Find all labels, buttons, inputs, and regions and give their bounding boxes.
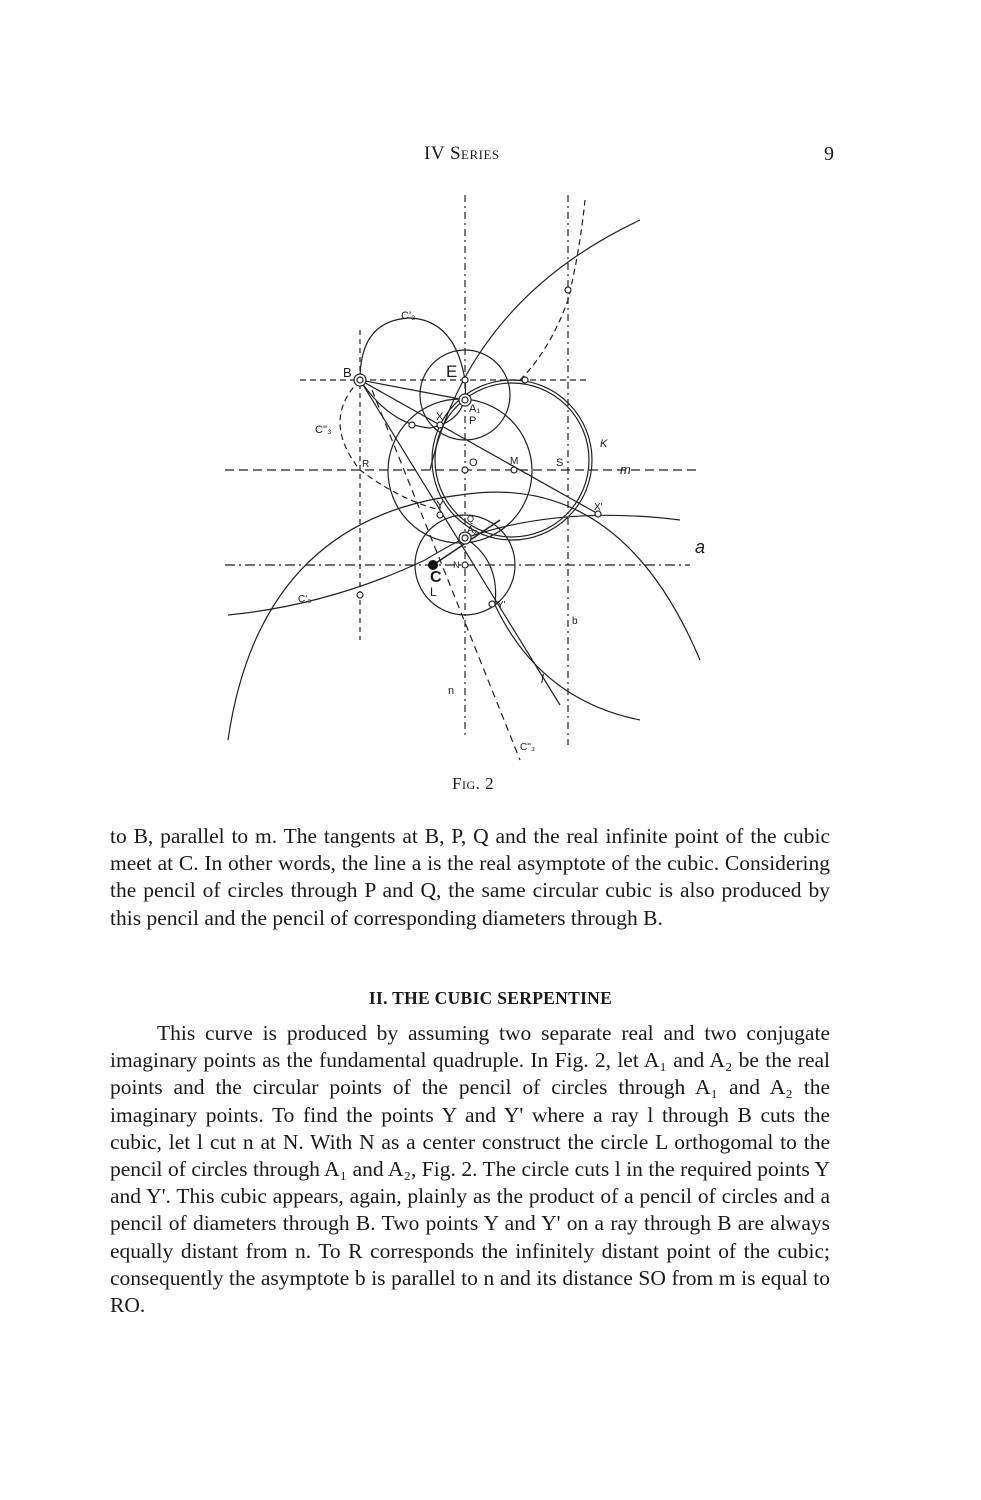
point-O xyxy=(462,467,468,473)
label-M: M xyxy=(510,456,519,467)
page-number: 9 xyxy=(824,143,834,165)
label-Xprime: X' xyxy=(594,502,603,513)
paragraph-1-text: to B, parallel to m. The tangents at B, P, Q and the real infinite point of the cubic meet at C. In other words, the line a is the real asymptote of the cubic. Considering the pencil of circles through P and Q, the same circular cubic is also produced by this pencil and the pencil of corresponding diameters through B. xyxy=(110,824,830,930)
ray-B-A1 xyxy=(360,380,465,400)
label-Y: Y xyxy=(436,498,445,512)
label-K: K xyxy=(600,438,608,450)
ray-C3-dashed xyxy=(372,390,520,760)
label-A2: A₂ xyxy=(467,525,478,536)
label-N: N xyxy=(453,560,460,570)
running-head xyxy=(0,143,981,167)
label-C3-bottom: C''₃ xyxy=(520,742,536,753)
point-A1-inner xyxy=(462,397,468,403)
point-Y xyxy=(437,512,443,518)
label-n: n xyxy=(448,685,455,697)
running-head-title: IV Series xyxy=(424,143,500,164)
large-arc xyxy=(228,492,700,740)
point-left xyxy=(409,422,415,428)
label-L: L xyxy=(430,585,437,599)
point-N xyxy=(462,562,468,568)
paragraph-1 xyxy=(110,823,830,932)
point-B-inner xyxy=(357,377,363,383)
label-R: R xyxy=(362,459,370,470)
upper-right-arc xyxy=(430,220,640,470)
label-l: l xyxy=(541,672,544,686)
label-E: E xyxy=(446,362,458,381)
label-m: m xyxy=(620,462,631,477)
figure-2-diagram xyxy=(0,185,981,795)
label-a: a xyxy=(695,537,706,557)
point-right xyxy=(522,377,528,383)
label-C3-left: C''₃ xyxy=(315,424,332,436)
label-A1: A₁ xyxy=(469,403,481,415)
label-P: P xyxy=(469,415,477,427)
point-E xyxy=(462,377,468,383)
label-B: B xyxy=(343,365,352,380)
cubic-C3-double-prime xyxy=(340,380,440,510)
point-Yprime xyxy=(489,601,495,607)
label-Q: Q xyxy=(467,514,475,524)
paragraph-2-text: This curve is produced by assuming two separate real and two conjugate imaginary points as the fundamental quadruple. In Fig. 2, let A₁ and A₂ be the real points and the circular points of the pencil of circles through A₁ and A₂ the imaginary points. To find the points Y and Y' where a ray l through B cuts the cubic, let l cut n at N. With N as a center construct the circle L orthogomal to the pencil of circles through A₁ and A₂, Fig. 2. The circle cuts l in the required points Y and Y'. This cubic appears, again, plainly as the product of a pencil of circles and a pencil of diameters through B. Two points Y and Y' on a ray through B are always equally distant from n. To R corresponds the infinitely distant point of the cubic; consequently the asymptote b is parallel to n and its distance SO from m is equal to RO. xyxy=(110,1021,830,1318)
label-C: C xyxy=(430,569,442,586)
label-b: b xyxy=(572,616,578,627)
label-O: O xyxy=(469,457,478,469)
label-Yprime: Y' xyxy=(497,600,506,611)
section-heading: II. THE CUBIC SERPENTINE xyxy=(368,988,613,1008)
label-C3-top: C'₃ xyxy=(401,310,416,322)
ray-l xyxy=(360,380,560,705)
dashed-construction-curve xyxy=(520,200,585,380)
point-top-right xyxy=(565,287,571,293)
point-C3-lower xyxy=(357,592,363,598)
figure-caption: Fig. 2 xyxy=(452,774,495,793)
label-C3-lower: C'₃ xyxy=(298,594,312,605)
label-X: X xyxy=(436,411,444,423)
paragraph-2 xyxy=(110,1020,830,1319)
point-M xyxy=(511,467,517,473)
ray-B-Xprime xyxy=(360,380,600,515)
label-S: S xyxy=(556,457,564,469)
